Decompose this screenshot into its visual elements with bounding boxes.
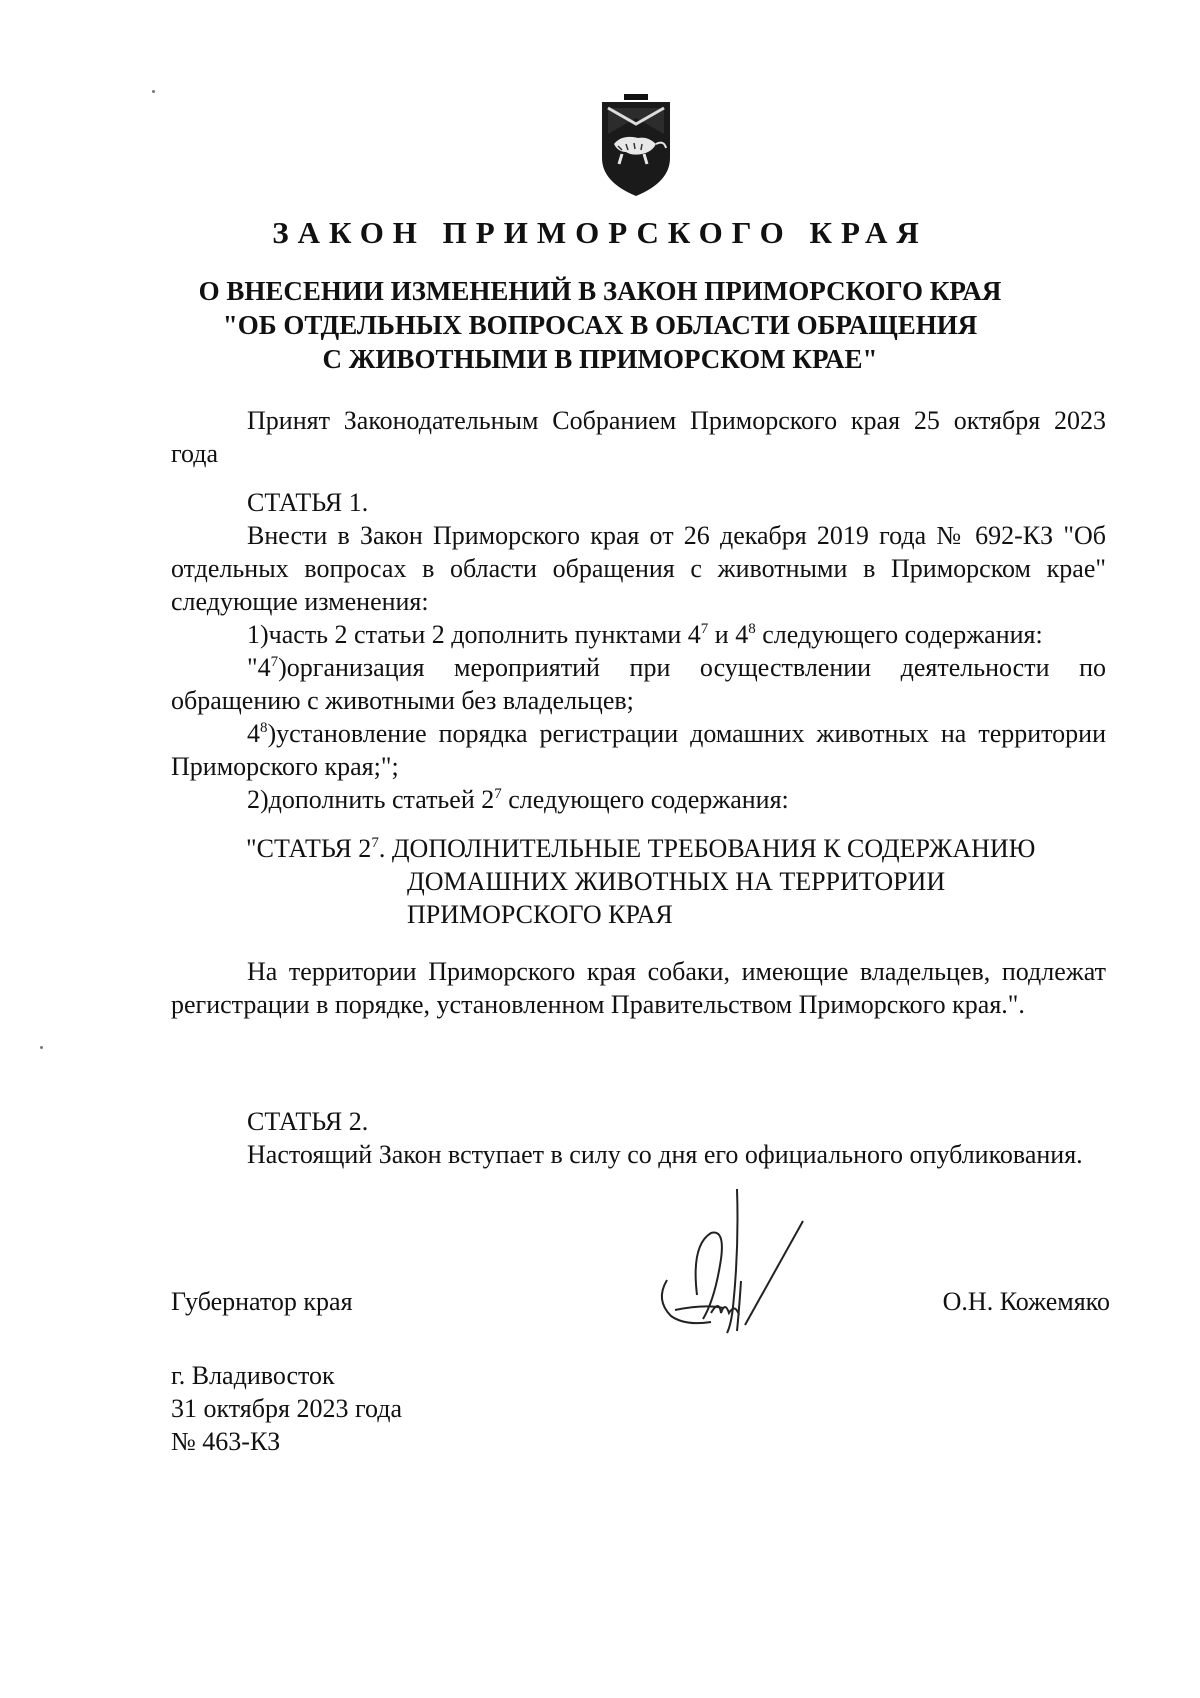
new-article-heading — [246, 832, 1035, 931]
subtitle-line: О ВНЕСЕНИИ ИЗМЕНЕНИЙ В ЗАКОН ПРИМОРСКОГО КРАЯ — [198, 276, 1002, 306]
new-article-heading-line: ПРИМОРСКОГО КРАЯ — [407, 900, 673, 929]
place-date-block — [171, 1359, 402, 1458]
article-1 — [171, 486, 1106, 816]
new-article-heading-line: "СТАТЬЯ $2^7$. ДОПОЛНИТЕЛЬНЫЕ ТРЕБОВАНИЯ К СОДЕРЖАНИЮ — [246, 834, 1036, 863]
law-subtitle — [0, 274, 1200, 376]
article-2 — [171, 1105, 1106, 1171]
article-2-text: Настоящий Закон вступает в силу со дня его официального опубликования. — [247, 1140, 1083, 1169]
subtitle-line: С ЖИВОТНЫМИ В ПРИМОРСКОМ КРАЕ" — [322, 344, 878, 374]
article-1-item-1: 1)часть 2 статьи 2 дополнить пунктами $4^7$ и $4^8$ следующего содержания: — [247, 620, 1043, 649]
handwritten-signature — [645, 1185, 815, 1350]
adoption-note: Принят Законодательным Собранием Приморского края 25 октября 2023 года — [171, 406, 1106, 468]
article-1-quote-1: "$4^7)организация$ мероприятий при осуществлении деятельности по обращению с животными без владельцев; — [171, 653, 1106, 715]
article-1-intro: Внести в Закон Приморского края от 26 декабря 2019 года № 692-КЗ "Об отдельных вопросах в области обращения с животными в Приморском крае" следующие изменения: — [171, 521, 1106, 616]
new-article-text-block — [171, 955, 1106, 1021]
article-1-item-2: 2)дополнить статьей $2^7$ следующего содержания: — [247, 785, 789, 814]
signatory-position: Губернатор края — [171, 1287, 353, 1316]
new-article-text: На территории Приморского края собаки, имеющие владельцев, подлежат регистрации в порядке, установленном Правительством Приморского края.". — [171, 957, 1106, 1019]
signatory-name: О.Н. Кожемяко — [942, 1287, 1110, 1316]
scan-speck — [40, 1046, 43, 1049]
law-title: ЗАКОН ПРИМОРСКОГО КРАЯ — [272, 215, 928, 250]
article-1-heading: СТАТЬЯ 1. — [247, 488, 369, 517]
coat-of-arms-emblem — [594, 94, 678, 198]
article-2-heading: СТАТЬЯ 2. — [247, 1107, 369, 1136]
place: г. Владивосток — [171, 1361, 335, 1390]
scan-speck — [152, 90, 155, 93]
date: 31 октября 2023 года — [171, 1394, 402, 1423]
article-1-quote-2: $4^8)установление$ порядка регистрации домашних животных на территории Приморского края;"; — [171, 719, 1106, 781]
subtitle-line: "ОБ ОТДЕЛЬНЫХ ВОПРОСАХ В ОБЛАСТИ ОБРАЩЕНИЯ — [222, 310, 978, 340]
new-article-heading-line: ДОМАШНИХ ЖИВОТНЫХ НА ТЕРРИТОРИИ — [407, 867, 946, 896]
adoption-note-block — [171, 404, 1106, 470]
law-number: № 463-КЗ — [171, 1427, 281, 1456]
